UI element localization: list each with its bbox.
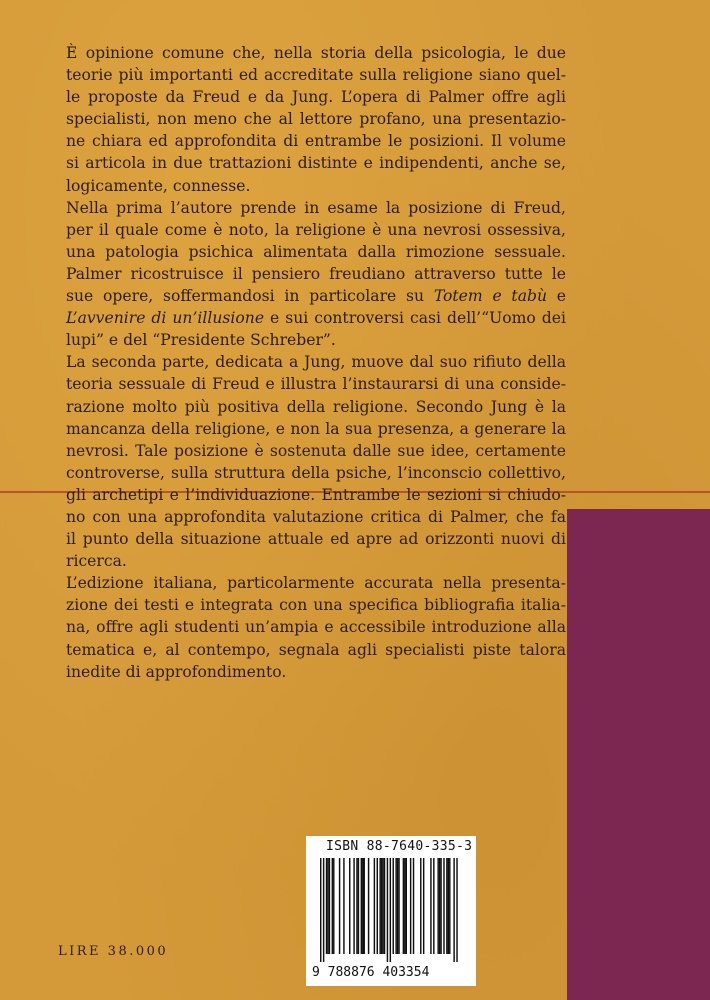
barcode-bar (384, 858, 385, 954)
blurb-line (66, 285, 566, 307)
blurb-line: zione dei testi e integrata con una specifica bibliografia italia- (66, 596, 566, 615)
blurb-line: specialisti, non meno che al lettore profano, una presentazio- (66, 110, 566, 129)
barcode-bar (387, 858, 388, 962)
price-label: LIRE 38.000 (58, 944, 169, 959)
italic-title: Totem e tabù (433, 287, 548, 306)
blurb-line: il punto della situazione attuale ed apre ad orizzonti nuovi di (66, 530, 566, 549)
blurb-line: no con una approfondita valutazione critica di Palmer, che fa (66, 507, 566, 526)
blurb-line: teorie più importanti ed accreditate sulla religione siano quel- (66, 66, 566, 85)
barcode-bar (390, 858, 391, 962)
blurb-line: le proposte da Freud e da Jung. L’opera di Palmer offre agli (66, 88, 566, 107)
blurb-text (66, 42, 566, 683)
blurb-line: nevrosi. Tale posizione è sostenuta dalle sue idee, certamente (66, 441, 566, 460)
ean-digits: 9 788876 403354 (312, 965, 430, 980)
barcode-bar (449, 858, 450, 954)
blurb-line: gli archetipi e l’individuazione. Entrambe le sezioni si chiudo- (66, 485, 566, 504)
barcode-bar (326, 858, 327, 954)
barcode-bar (437, 858, 438, 954)
blurb-line: ne chiara ed approfondita di entrambe le posizioni. Il volume (66, 132, 566, 151)
blurb-line: una patologia psichica alimentata dalla rimozione sessuale. (66, 242, 566, 261)
barcode-bar (395, 858, 396, 954)
barcode-bar (361, 858, 362, 954)
barcode-bar (423, 858, 424, 954)
barcode-bar (349, 858, 350, 954)
barcode-bar (446, 858, 447, 954)
barcode-bar (323, 858, 324, 962)
blurb-line (66, 307, 566, 329)
blurb-line: na, offre agli studenti un’ampia e accessibile introduzione alla (66, 618, 566, 637)
barcode-bar (456, 858, 457, 962)
blurb-line: teoria sessuale di Freud e illustra l’instaurarsi di una conside- (66, 375, 566, 394)
barcode-bar (420, 858, 421, 954)
barcode-bar (440, 858, 441, 954)
blurb-segment: e sui controversi casi dell’“Uomo dei (264, 309, 566, 328)
barcode-bar (403, 858, 404, 954)
blurb-line: inedite di approfondimento. (66, 662, 287, 681)
barcode-bar (358, 858, 359, 954)
barcode-bar (393, 858, 394, 954)
blurb-line: razione molto più positiva della religione. Secondo Jung è la (66, 397, 566, 416)
barcode-bar (332, 858, 333, 954)
barcode-bar (320, 858, 321, 962)
barcode-bar (339, 858, 340, 954)
barcode-bar (333, 858, 334, 954)
blurb-line: si articola in due trattazioni distinte e indipendenti, anche se, (66, 154, 566, 173)
blurb-line: ricerca. (66, 552, 127, 571)
blurb-line: per il quale come è noto, la religione è una nevrosi ossessiva, (66, 220, 566, 239)
barcode-bar (453, 858, 454, 962)
blurb-line: La seconda parte, dedicata a Jung, muove dal suo rifiuto della (66, 353, 566, 372)
blurb-line: È opinione comune che, nella storia della psicologia, le due (66, 44, 566, 62)
barcode-bar (413, 858, 414, 954)
barcode-bar (433, 858, 434, 954)
barcode-bar (404, 858, 405, 954)
barcode-bar (364, 858, 365, 954)
barcode-bar (382, 858, 383, 954)
blurb-line: controverse, sulla struttura della psiche, l’inconscio collettivo, (66, 463, 566, 482)
barcode-bar (329, 858, 330, 954)
blurb-segment: e (547, 287, 566, 306)
blurb-line: Palmer ricostruisce il pensiero freudiano attraverso tutte le (66, 264, 566, 283)
barcode-graphic (316, 858, 466, 962)
barcode-bar (377, 858, 378, 954)
barcode-bar (448, 858, 449, 954)
italic-title: L’avvenire di un’illusione (66, 309, 265, 328)
barcode-bar (397, 858, 398, 954)
isbn-number: ISBN 88-7640-335-3 (326, 839, 473, 854)
barcode-bar (430, 858, 431, 954)
barcode-bar (381, 858, 382, 954)
barcode-bar (362, 858, 363, 954)
barcode-bar (374, 858, 375, 954)
barcode-bar (410, 858, 411, 954)
blurb-line: tematica e, al contempo, segnala agli specialisti piste talora (66, 640, 566, 659)
barcode-bar (327, 858, 328, 954)
barcode-bar (368, 858, 369, 954)
barcode-bar (439, 858, 440, 954)
barcode-bar (356, 858, 357, 954)
blurb-segment: sue opere, soffermandosi in particolare su (66, 287, 434, 306)
barcode-bar (353, 858, 354, 954)
blurb-line: mancanza della religione, e non la sua presenza, a generare la (66, 419, 566, 438)
barcode-bar (379, 858, 380, 954)
blurb-line: lupi” e del “Presidente Schreber”. (66, 331, 336, 350)
barcode-bar (343, 858, 344, 954)
purple-color-band (567, 509, 710, 1000)
blurb-line: L’edizione italiana, particolarmente accurata nella presenta- (66, 574, 566, 593)
blurb-line: Nella prima l’autore prende in esame la posizione di Freud, (66, 198, 566, 217)
barcode-bar (398, 858, 399, 954)
barcode-bar (406, 858, 407, 954)
barcode-bar (443, 858, 444, 954)
blurb-line: logicamente, connesse. (66, 176, 251, 195)
